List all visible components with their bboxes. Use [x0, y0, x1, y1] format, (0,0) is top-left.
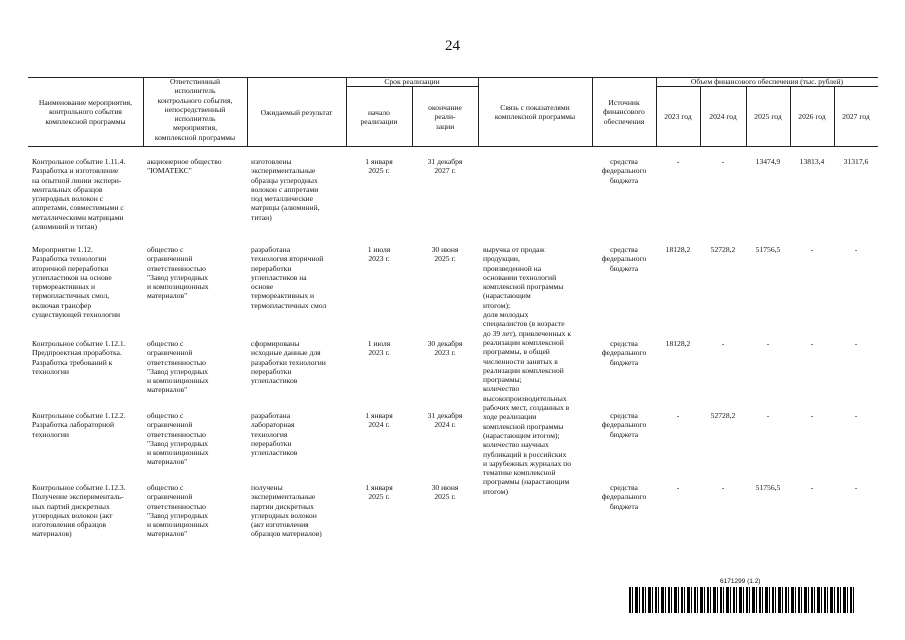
- row-value-2026: 13813,4: [799, 157, 825, 166]
- row-value-2026: -: [810, 483, 814, 492]
- header-expected: Ожидаемый результат: [260, 108, 333, 117]
- row-value-2025: 51756,5: [755, 245, 781, 254]
- row-value-2023: -: [676, 157, 680, 166]
- row-expected: получены экспериментальные партии дискретных углеродных волокон (акт изготовления образцов материалов): [251, 483, 322, 539]
- barcode: [629, 587, 855, 613]
- row-name: Контрольное событие 1.12.3. Получение эксперименталь- ных партий дискретных углеродных волокон (акт изготовления образцов материалов): [32, 483, 126, 539]
- header-source: Источник финансового обеспечения: [603, 98, 645, 126]
- row-source: средства федерального бюджета: [601, 157, 647, 185]
- row-name: Контрольное событие 1.11.4. Разработка и изготовление на опытной линии экспери- ментальных образцов углеродных волокон с аппретами, совместимыми с металлическими матрицами (алюминий и титан): [32, 157, 126, 232]
- header-responsible: Ответственный исполнитель контрольного события, непосредственный исполнитель мероприятия, комплексной программы: [154, 77, 236, 142]
- link-indicators: выручка от продаж продукции, произведенной на основании технологий комплексной программы (нарастающим итогом); доля молодых специалистов (в возрасте до 39 лет), привлеченных к реализации комплексной программы, в общей численности занятых в реализации комплексной программы; количество высокопроизводительных рабочих мест, созданных в ходе реализации комплексной программы (нарастающим итогом); количество научных публикаций в российских и зарубежных журналах по тематике комплексной программы (нарастающим итогом): [483, 245, 572, 496]
- header-bottom-rule: [28, 146, 878, 147]
- row-value-2024: 52728,2: [710, 245, 736, 254]
- row-value-2025: 51756,5: [755, 483, 781, 492]
- row-end: 31 декабря 2027 г.: [427, 157, 463, 176]
- row-name: Мероприятие 1.12. Разработка технологии вторичной переработки углепластиков на основе термореактивных и термопластичных смол, включая трансфер существующей технологии: [32, 245, 121, 320]
- row-source: средства федерального бюджета: [601, 483, 647, 511]
- row-value-2023: 18128,2: [665, 245, 691, 254]
- header-term-start: начало реализации: [360, 108, 398, 127]
- row-end: 30 декабря 2023 г.: [427, 339, 463, 358]
- row-end: 31 декабря 2024 г.: [427, 411, 463, 430]
- header-year: 2027 год: [842, 112, 870, 121]
- row-start: 1 июля 2023 г.: [367, 339, 391, 358]
- row-source: средства федерального бюджета: [601, 339, 647, 367]
- row-value-2024: -: [721, 339, 725, 348]
- row-value-2027: -: [854, 411, 858, 420]
- row-value-2024: -: [721, 483, 725, 492]
- row-value-2026: -: [810, 245, 814, 254]
- row-responsible: общество с ограниченной ответственностью "Завод углеродных и композиционных материалов": [147, 245, 209, 301]
- row-name: Контрольное событие 1.12.2. Разработка лабораторной технологии: [32, 411, 126, 439]
- header-year: 2024 год: [709, 112, 737, 121]
- row-value-2026: -: [810, 411, 814, 420]
- row-value-2024: -: [721, 157, 725, 166]
- row-responsible: общество с ограниченной ответственностью "Завод углеродных и композиционных материалов": [147, 411, 209, 467]
- row-value-2027: -: [854, 339, 858, 348]
- row-value-2027: -: [854, 245, 858, 254]
- row-start: 1 января 2025 г.: [365, 157, 393, 176]
- row-value-2026: -: [810, 339, 814, 348]
- row-expected: сформированы исходные данные для разработки технологии переработки углепластиков: [251, 339, 326, 386]
- header-name: Наименование мероприятия, контрольного события комплексной программы: [38, 98, 133, 126]
- barcode-number: 6171299 (1.2): [720, 578, 761, 585]
- header-finance-group: Объем финансового обеспечения (тыс. рублей): [690, 77, 844, 86]
- row-start: 1 июля 2023 г.: [367, 245, 391, 264]
- row-expected: разработана лабораторная технология переработки углепластиков: [251, 411, 298, 458]
- row-value-2025: 13474,9: [755, 157, 781, 166]
- row-value-2025: -: [766, 411, 770, 420]
- row-value-2025: -: [766, 339, 770, 348]
- row-value-2024: 52728,2: [710, 411, 736, 420]
- row-value-2023: -: [676, 411, 680, 420]
- row-source: средства федерального бюджета: [601, 411, 647, 439]
- header-year: 2023 год: [664, 112, 692, 121]
- header-term-group: Срок реализации: [384, 77, 440, 86]
- row-responsible: общество с ограниченной ответственностью "Завод углеродных и композиционных материалов": [147, 483, 209, 539]
- row-start: 1 января 2025 г.: [365, 483, 393, 502]
- row-value-2023: 18128,2: [665, 339, 691, 348]
- row-end: 30 июня 2025 г.: [431, 245, 459, 264]
- row-responsible: общество с ограниченной ответственностью "Завод углеродных и композиционных материалов": [147, 339, 209, 395]
- row-name: Контрольное событие 1.12.1. Предпроектная проработка. Разработка требований к технологии: [32, 339, 126, 376]
- row-value-2023: -: [676, 483, 680, 492]
- row-end: 30 июня 2025 г.: [431, 483, 459, 502]
- row-responsible: акционерное общество "ЮМАТЕКС": [147, 157, 222, 176]
- header-link: Связь с показателями комплексной программы: [494, 103, 576, 122]
- header-year: 2026 год: [798, 112, 826, 121]
- row-source: средства федерального бюджета: [601, 245, 647, 273]
- row-start: 1 января 2024 г.: [365, 411, 393, 430]
- row-value-2027: -: [854, 483, 858, 492]
- row-expected: изготовлены экспериментальные образцы углеродных волокон с аппретами под металлические матрицы (алюминий, титан): [251, 157, 320, 222]
- page-number: 24: [445, 38, 460, 54]
- row-expected: разработана технология вторичной переработки углепластиков на основе термореактивных и термопластичных смол: [251, 245, 327, 310]
- header-year: 2025 год: [754, 112, 782, 121]
- row-value-2027: 31317,6: [843, 157, 869, 166]
- header-term-end: окончание реали- зации: [428, 103, 462, 131]
